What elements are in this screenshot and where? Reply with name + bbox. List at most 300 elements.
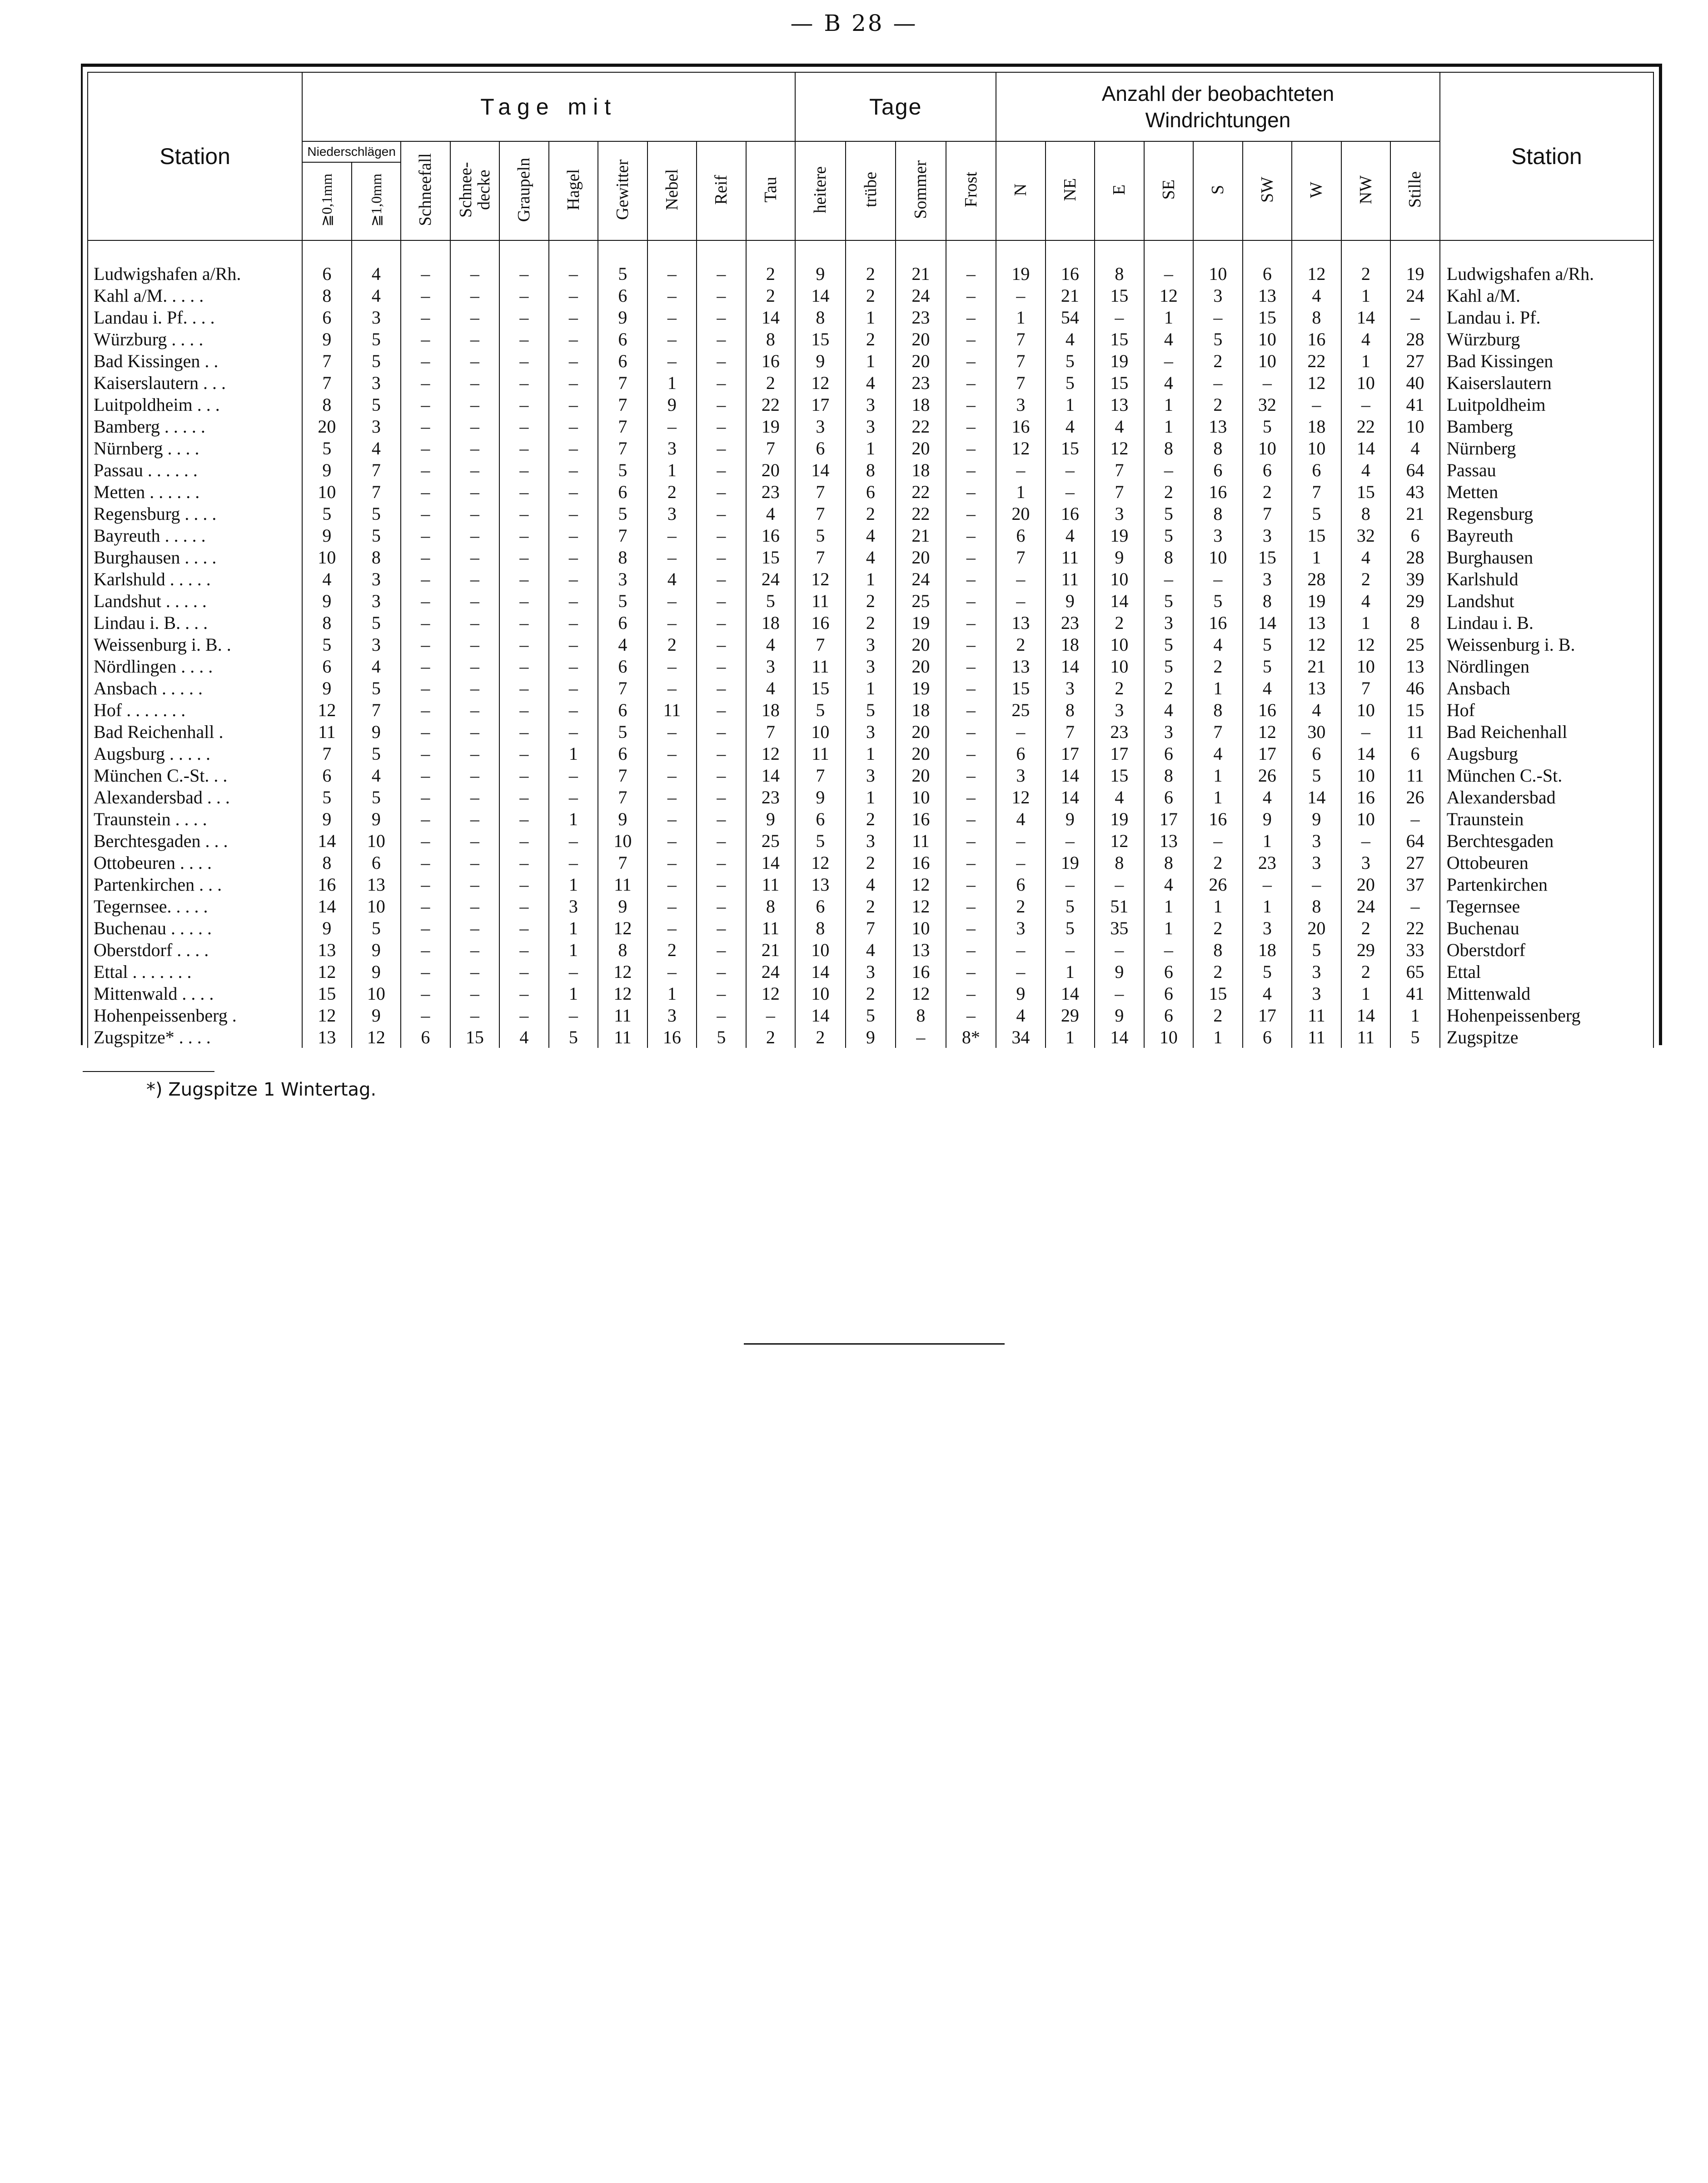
cell-13: – [946,372,996,394]
cell-1: 5 [352,350,401,372]
cell-10: 12 [795,852,846,873]
cell-16: 9 [1095,961,1144,982]
cell-9: 4 [746,677,796,699]
cell-10: 14 [795,1004,846,1026]
station-name: Würzburg . . . . [88,328,302,350]
station-name: Hohenpeissenberg . [88,1004,302,1026]
cell-19: 8 [1243,590,1292,612]
cell-18: 16 [1193,612,1243,633]
cell-4: – [499,284,549,306]
cell-0: 5 [302,437,352,459]
cell-8: – [697,328,746,350]
cell-9: 12 [746,982,796,1004]
cell-6: 7 [598,372,647,394]
cell-11: 6 [846,481,896,503]
cell-10: 7 [795,503,846,524]
cell-2: – [401,328,450,350]
cell-9: 12 [746,743,796,764]
cell-10: 11 [795,590,846,612]
cell-11: 2 [846,284,896,306]
cell-8: – [697,655,746,677]
station-name: Kahl a/M. . . . . [88,284,302,306]
cell-17: 4 [1144,873,1194,895]
cell-6: 6 [598,284,647,306]
cell-19: 4 [1243,982,1292,1004]
cell-8: – [697,350,746,372]
station-name-right: Würzburg [1440,328,1653,350]
cell-18: 5 [1193,328,1243,350]
cell-17: 1 [1144,306,1194,328]
cell-12: 12 [896,873,946,895]
cell-10: 15 [795,677,846,699]
cell-5: 5 [549,1026,598,1048]
cell-0: 6 [302,655,352,677]
cell-19: 17 [1243,743,1292,764]
cell-7: 2 [647,481,697,503]
cell-12: 20 [896,721,946,743]
cell-20: – [1292,873,1341,895]
cell-12: 20 [896,546,946,568]
cell-13: – [946,699,996,721]
cell-20: 3 [1292,852,1341,873]
cell-22: 46 [1390,677,1440,699]
cell-4: – [499,481,549,503]
cell-5: – [549,437,598,459]
station-name-right: Passau [1440,459,1653,481]
cell-17: 6 [1144,786,1194,808]
cell-20: 5 [1292,503,1341,524]
cell-18: 15 [1193,982,1243,1004]
cell-2: – [401,415,450,437]
table-row [88,852,1653,873]
cell-8: – [697,852,746,873]
cell-13: – [946,1004,996,1026]
cell-21: 3 [1341,852,1391,873]
cell-21: 1 [1341,612,1391,633]
cell-12: 18 [896,459,946,481]
cell-11: 3 [846,830,896,852]
cell-22: 24 [1390,284,1440,306]
cell-1: 9 [352,808,401,830]
cell-4: – [499,633,549,655]
cell-13: – [946,328,996,350]
station-name-right: Augsburg [1440,743,1653,764]
spacer-row [88,240,1653,263]
cell-12: 8 [896,1004,946,1026]
table-row [88,721,1653,743]
table-row [88,743,1653,764]
cell-19: – [1243,873,1292,895]
cell-11: 1 [846,437,896,459]
cell-18: 7 [1193,721,1243,743]
cell-13: – [946,612,996,633]
cell-6: 3 [598,568,647,590]
cell-14: 19 [996,263,1046,284]
cell-21: 10 [1341,372,1391,394]
cell-0: 9 [302,459,352,481]
cell-18: 1 [1193,1026,1243,1048]
cell-10: 5 [795,699,846,721]
cell-14: – [996,284,1046,306]
cell-15: – [1046,939,1095,961]
cell-5: 1 [549,873,598,895]
cell-11: 2 [846,852,896,873]
cell-2: – [401,655,450,677]
table-row [88,394,1653,415]
station-name-right: Ottobeuren [1440,852,1653,873]
cell-17: 17 [1144,808,1194,830]
cell-16: 7 [1095,481,1144,503]
cell-6: 7 [598,524,647,546]
cell-13: – [946,459,996,481]
cell-7: – [647,350,697,372]
cell-15: 5 [1046,372,1095,394]
cell-0: 10 [302,546,352,568]
cell-12: 22 [896,481,946,503]
cell-0: 5 [302,786,352,808]
cell-10: 10 [795,721,846,743]
cell-1: 9 [352,961,401,982]
table-row [88,372,1653,394]
cell-11: 3 [846,764,896,786]
cell-14: 7 [996,328,1046,350]
station-name-right: Bamberg [1440,415,1653,437]
cell-18: 5 [1193,590,1243,612]
cell-15: 1 [1046,394,1095,415]
cell-20: 10 [1292,437,1341,459]
cell-14: 2 [996,633,1046,655]
cell-8: – [697,677,746,699]
cell-14: – [996,961,1046,982]
cell-0: 11 [302,721,352,743]
cell-12: 20 [896,743,946,764]
cell-4: – [499,372,549,394]
cell-7: 1 [647,459,697,481]
cell-10: 9 [795,786,846,808]
cell-6: 8 [598,546,647,568]
cell-5: – [549,306,598,328]
cell-8: – [697,743,746,764]
cell-10: 9 [795,263,846,284]
wind-header [996,72,1440,141]
cell-21: – [1341,721,1391,743]
cell-4: – [499,895,549,917]
cell-20: 19 [1292,590,1341,612]
cell-22: 43 [1390,481,1440,503]
cell-9: 19 [746,415,796,437]
cell-15: 16 [1046,503,1095,524]
cell-20: 21 [1292,655,1341,677]
cell-20: 20 [1292,917,1341,939]
footnote: *) Zugspitze 1 Wintertag. [146,1079,377,1100]
table-row [88,677,1653,699]
cell-6: 7 [598,437,647,459]
cell-14: 6 [996,873,1046,895]
cell-13: – [946,721,996,743]
cell-21: 22 [1341,415,1391,437]
cell-7: – [647,873,697,895]
cell-7: – [647,721,697,743]
cell-12: 19 [896,677,946,699]
cell-5: – [549,786,598,808]
cell-2: – [401,917,450,939]
cell-3: – [450,263,500,284]
cell-17: 5 [1144,590,1194,612]
cell-3: – [450,677,500,699]
cell-9: 7 [746,721,796,743]
cell-13: – [946,743,996,764]
cell-5: – [549,394,598,415]
cell-22: 15 [1390,699,1440,721]
cell-12: 12 [896,982,946,1004]
cell-8: – [697,699,746,721]
cell-17: 4 [1144,372,1194,394]
cell-15: 14 [1046,655,1095,677]
cell-6: 7 [598,764,647,786]
cell-15: 14 [1046,982,1095,1004]
cell-8: – [697,503,746,524]
cell-20: 6 [1292,459,1341,481]
cell-5: – [549,481,598,503]
cell-9: 11 [746,873,796,895]
cell-9: – [746,1004,796,1026]
cell-14: 1 [996,481,1046,503]
cell-14: 15 [996,677,1046,699]
cell-0: 8 [302,284,352,306]
cell-14: 12 [996,437,1046,459]
cell-13: – [946,808,996,830]
cell-6: 5 [598,459,647,481]
cell-21: 12 [1341,633,1391,655]
col-header-truebe: trübe [846,141,896,240]
cell-15: 1 [1046,1026,1095,1048]
cell-20: 28 [1292,568,1341,590]
cell-19: 32 [1243,394,1292,415]
cell-17: – [1144,568,1194,590]
cell-15: 3 [1046,677,1095,699]
cell-1: 4 [352,655,401,677]
cell-12: 19 [896,612,946,633]
cell-1: 6 [352,852,401,873]
station-name-right: Bad Reichenhall [1440,721,1653,743]
cell-15: 11 [1046,568,1095,590]
cell-11: 2 [846,982,896,1004]
cell-19: 12 [1243,721,1292,743]
cell-16: 19 [1095,524,1144,546]
tage-header: Tage [795,72,996,141]
cell-14: 6 [996,743,1046,764]
cell-5: – [549,1004,598,1026]
cell-19: 5 [1243,415,1292,437]
cell-6: 12 [598,982,647,1004]
cell-16: 9 [1095,546,1144,568]
cell-8: – [697,263,746,284]
station-name-right: Oberstdorf [1440,939,1653,961]
cell-21: 1 [1341,350,1391,372]
station-name: Mittenwald . . . . [88,982,302,1004]
cell-17: 1 [1144,394,1194,415]
cell-13: – [946,982,996,1004]
cell-4: – [499,808,549,830]
cell-15: 4 [1046,524,1095,546]
cell-17: 4 [1144,699,1194,721]
cell-1: 10 [352,895,401,917]
cell-13: – [946,764,996,786]
station-name: Metten . . . . . . [88,481,302,503]
cell-1: 5 [352,917,401,939]
cell-10: 17 [795,394,846,415]
cell-14: – [996,830,1046,852]
cell-2: – [401,764,450,786]
cell-5: – [549,263,598,284]
cell-17: 1 [1144,917,1194,939]
cell-16: 12 [1095,830,1144,852]
climate-table-wrapper [81,64,1667,1045]
cell-10: 14 [795,961,846,982]
cell-18: 10 [1193,263,1243,284]
cell-8: – [697,721,746,743]
cell-0: 6 [302,306,352,328]
cell-16: 13 [1095,394,1144,415]
cell-20: 12 [1292,372,1341,394]
cell-0: 13 [302,939,352,961]
cell-17: – [1144,350,1194,372]
col-header-tau: Tau [746,141,796,240]
station-name: Burghausen . . . . [88,546,302,568]
cell-6: 5 [598,503,647,524]
cell-12: 18 [896,699,946,721]
cell-11: 2 [846,590,896,612]
cell-10: 7 [795,481,846,503]
cell-0: 16 [302,873,352,895]
table-row [88,786,1653,808]
cell-3: – [450,633,500,655]
cell-17: – [1144,459,1194,481]
cell-1: 3 [352,633,401,655]
cell-13: – [946,306,996,328]
cell-9: 16 [746,350,796,372]
station-name: Buchenau . . . . . [88,917,302,939]
cell-13: – [946,263,996,284]
cell-2: – [401,437,450,459]
table-row [88,524,1653,546]
cell-4: – [499,590,549,612]
cell-1: 3 [352,568,401,590]
cell-22: 6 [1390,743,1440,764]
cell-18: 4 [1193,743,1243,764]
cell-19: 18 [1243,939,1292,961]
cell-3: – [450,328,500,350]
cell-10: 5 [795,830,846,852]
cell-10: 3 [795,415,846,437]
cell-1: 5 [352,328,401,350]
cell-6: 7 [598,852,647,873]
cell-16: 14 [1095,1026,1144,1048]
cell-12: 16 [896,961,946,982]
table-row [88,415,1653,437]
station-name-right: Weissenburg i. B. [1440,633,1653,655]
cell-19: 6 [1243,459,1292,481]
cell-11: 1 [846,677,896,699]
cell-21: 14 [1341,437,1391,459]
cell-16: 15 [1095,284,1144,306]
cell-11: 1 [846,743,896,764]
cell-4: – [499,306,549,328]
cell-1: 3 [352,372,401,394]
cell-18: 1 [1193,764,1243,786]
cell-3: – [450,503,500,524]
cell-18: – [1193,568,1243,590]
cell-6: 5 [598,590,647,612]
table-row [88,764,1653,786]
cell-12: 22 [896,503,946,524]
cell-16: 3 [1095,699,1144,721]
cell-5: – [549,568,598,590]
cell-12: 18 [896,394,946,415]
cell-13: – [946,830,996,852]
cell-20: 30 [1292,721,1341,743]
cell-0: 5 [302,633,352,655]
cell-8: – [697,808,746,830]
cell-15: 14 [1046,764,1095,786]
cell-10: 8 [795,917,846,939]
cell-16: 10 [1095,655,1144,677]
cell-7: 16 [647,1026,697,1048]
tage-mit-header: Tage mit [302,72,795,141]
cell-22: 27 [1390,852,1440,873]
cell-21: 14 [1341,1004,1391,1026]
cell-20: 11 [1292,1004,1341,1026]
cell-22: 29 [1390,590,1440,612]
cell-11: 9 [846,1026,896,1048]
cell-16: 14 [1095,590,1144,612]
cell-21: 4 [1341,590,1391,612]
cell-20: 12 [1292,633,1341,655]
station-name: Nürnberg . . . . [88,437,302,459]
cell-4: – [499,699,549,721]
cell-3: 15 [450,1026,500,1048]
cell-16: 23 [1095,721,1144,743]
cell-10: 13 [795,873,846,895]
station-name-right: Buchenau [1440,917,1653,939]
cell-12: 20 [896,328,946,350]
cell-21: 14 [1341,743,1391,764]
cell-19: 10 [1243,350,1292,372]
cell-9: 18 [746,612,796,633]
cell-6: 5 [598,721,647,743]
station-name: Landau i. Pf. . . . [88,306,302,328]
cell-6: 12 [598,917,647,939]
cell-11: 3 [846,633,896,655]
cell-2: – [401,830,450,852]
cell-19: 1 [1243,830,1292,852]
cell-17: 2 [1144,677,1194,699]
cell-11: 2 [846,328,896,350]
cell-16: 2 [1095,677,1144,699]
cell-5: – [549,961,598,982]
cell-12: 23 [896,306,946,328]
cell-20: 14 [1292,786,1341,808]
cell-19: 4 [1243,677,1292,699]
cell-12: 20 [896,764,946,786]
cell-2: – [401,481,450,503]
cell-20: – [1292,394,1341,415]
cell-17: – [1144,263,1194,284]
cell-10: 11 [795,743,846,764]
cell-20: 16 [1292,328,1341,350]
cell-13: – [946,939,996,961]
cell-21: 4 [1341,328,1391,350]
